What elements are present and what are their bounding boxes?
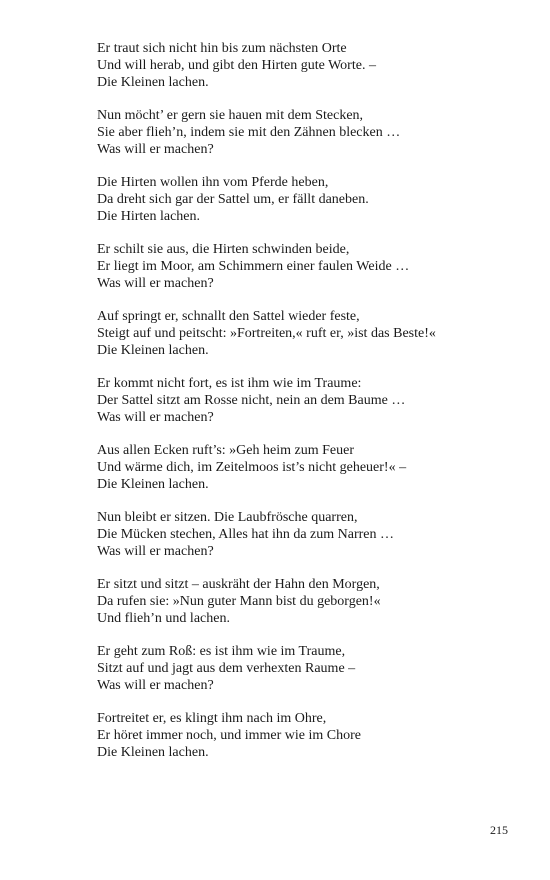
poem-line: Und flieh’n und lachen.	[97, 611, 230, 626]
stanza	[97, 576, 517, 627]
poem-line: Sitzt auf und jagt aus dem verhexten Raume –	[97, 661, 356, 676]
poem-line: Und wärme dich, im Zeitelmoos ist’s nicht geheuer!« –	[97, 460, 407, 475]
poem-text	[97, 40, 517, 777]
poem-line: Nun bleibt er sitzen. Die Laubfrösche quarren,	[97, 510, 358, 525]
poem-line: Was will er machen?	[97, 410, 214, 425]
page-number: 215	[490, 823, 508, 837]
poem-line: Was will er machen?	[97, 142, 214, 157]
stanza	[97, 643, 517, 694]
stanza	[97, 40, 517, 91]
stanza	[97, 174, 517, 225]
poem-line: Was will er machen?	[97, 544, 214, 559]
poem-line: Die Kleinen lachen.	[97, 75, 209, 90]
poem-line: Auf springt er, schnallt den Sattel wieder feste,	[97, 309, 360, 324]
stanza	[97, 509, 517, 560]
poem-line: Er liegt im Moor, am Schimmern einer faulen Weide …	[97, 259, 410, 274]
poem-line: Steigt auf und peitscht: »Fortreiten,« ruft er, »ist das Beste!«	[97, 326, 436, 341]
poem-line: Er geht zum Roß: es ist ihm wie im Traume,	[97, 644, 346, 659]
poem-line: Da dreht sich gar der Sattel um, er fällt daneben.	[97, 192, 369, 207]
stanza	[97, 710, 517, 761]
poem-line: Die Hirten wollen ihn vom Pferde heben,	[97, 175, 329, 190]
poem-line: Er höret immer noch, und immer wie im Chore	[97, 728, 361, 743]
poem-line: Die Hirten lachen.	[97, 209, 201, 224]
poem-line: Er traut sich nicht hin bis zum nächsten Orte	[97, 41, 347, 56]
poem-line: Nun möcht’ er gern sie hauen mit dem Stecken,	[97, 108, 364, 123]
poem-line: Fortreitet er, es klingt ihm nach im Ohre,	[97, 711, 327, 726]
poem-line: Was will er machen?	[97, 276, 214, 291]
poem-line: Aus allen Ecken ruft’s: »Geh heim zum Feuer	[97, 443, 354, 458]
poem-line: Da rufen sie: »Nun guter Mann bist du geborgen!«	[97, 594, 381, 609]
stanza	[97, 107, 517, 158]
poem-line: Was will er machen?	[97, 678, 214, 693]
poem-line: Die Kleinen lachen.	[97, 477, 209, 492]
stanza	[97, 308, 517, 359]
poem-line: Sie aber flieh’n, indem sie mit den Zähnen blecken …	[97, 125, 401, 140]
stanza	[97, 241, 517, 292]
poem-line: Er kommt nicht fort, es ist ihm wie im Traume:	[97, 376, 362, 391]
poem-line: Er schilt sie aus, die Hirten schwinden beide,	[97, 242, 350, 257]
poem-line: Der Sattel sitzt am Rosse nicht, nein an dem Baume …	[97, 393, 406, 408]
poem-line: Die Kleinen lachen.	[97, 343, 209, 358]
stanza	[97, 375, 517, 426]
stanza	[97, 442, 517, 493]
poem-line: Die Mücken stechen, Alles hat ihn da zum Narren …	[97, 527, 395, 542]
poem-line: Er sitzt und sitzt – auskräht der Hahn den Morgen,	[97, 577, 380, 592]
poem-line: Die Kleinen lachen.	[97, 745, 209, 760]
poem-line: Und will herab, und gibt den Hirten gute Worte. –	[97, 58, 376, 73]
